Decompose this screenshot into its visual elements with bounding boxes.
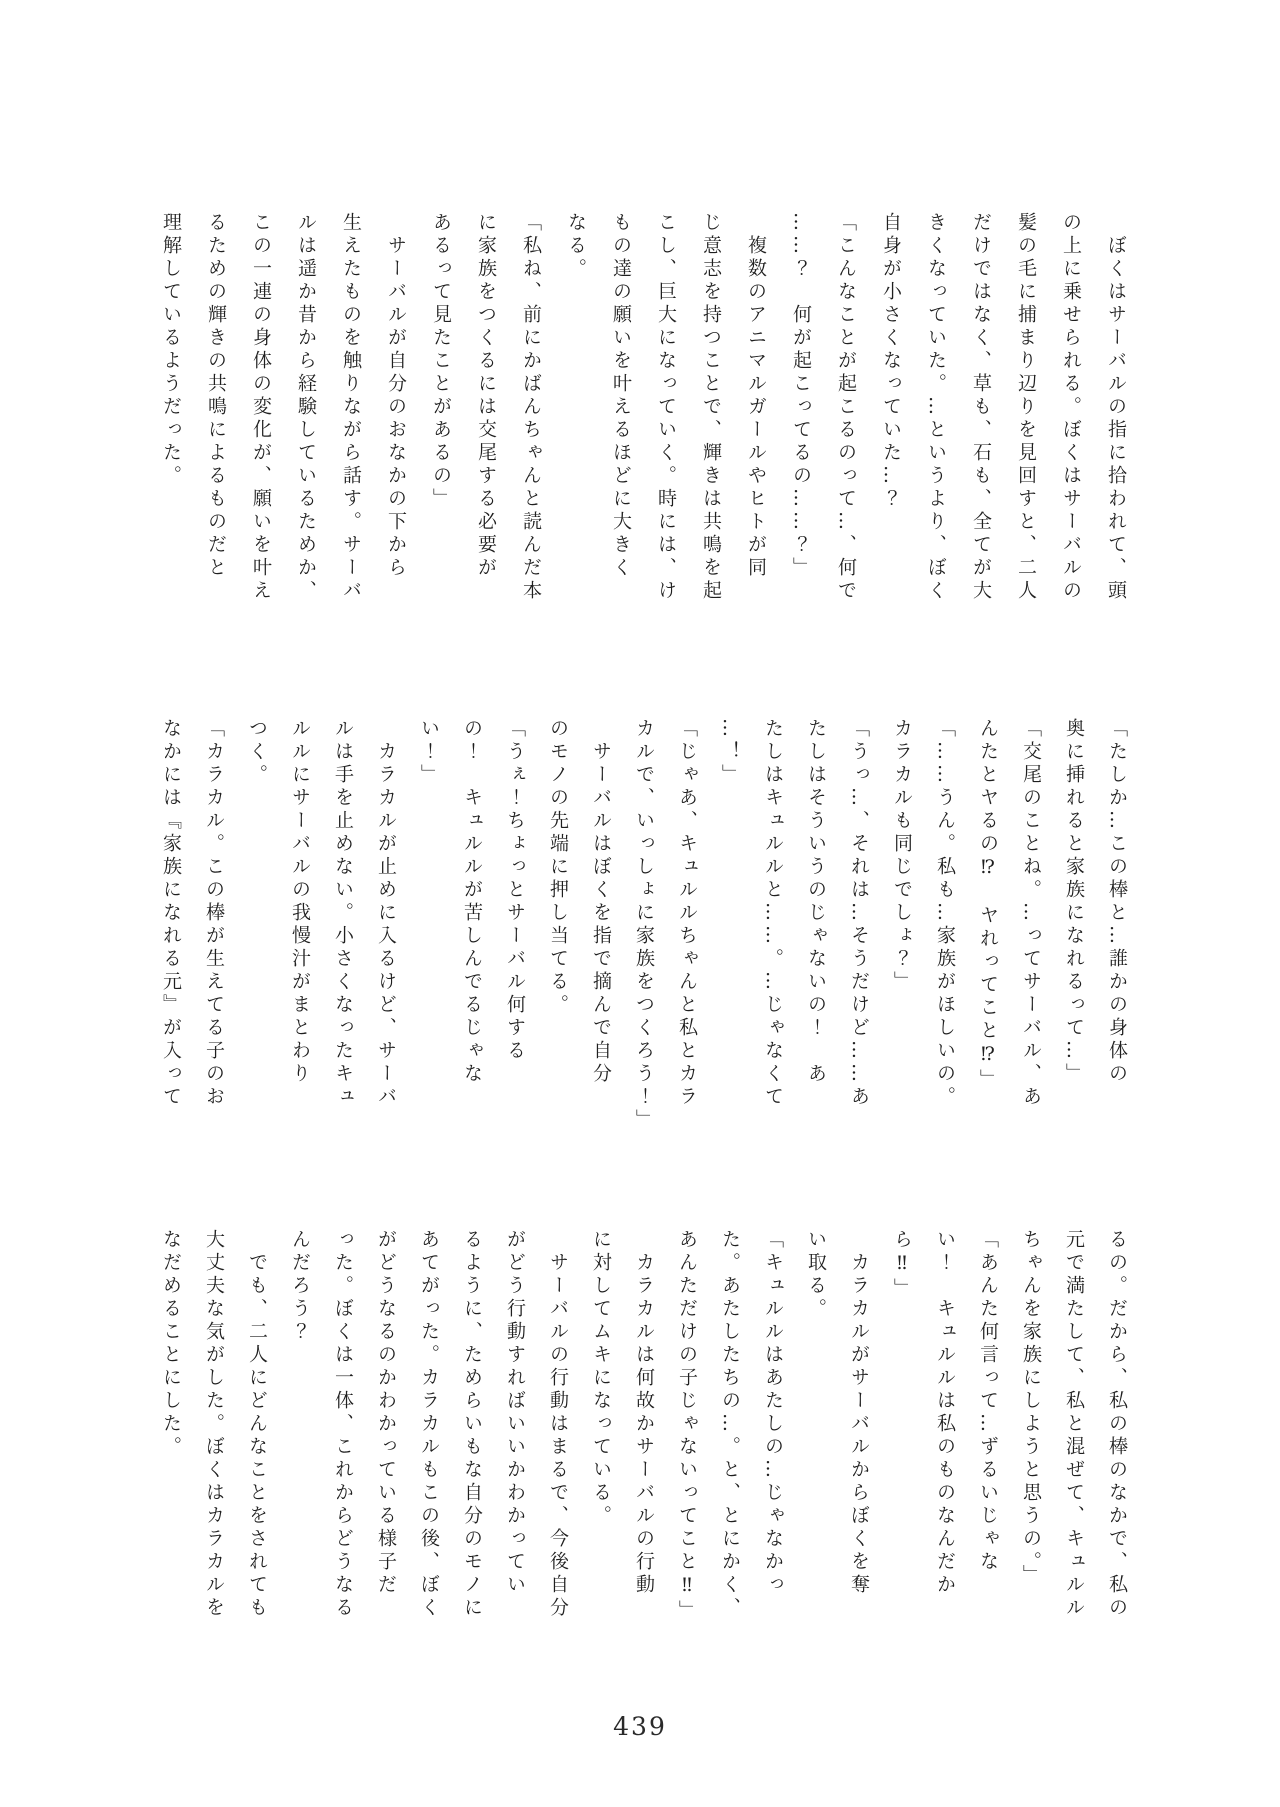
text-line: 「じゃあ、キュルルちゃんと私とカラ: [676, 718, 698, 1109]
text-line: に家族をつくるには交尾する必要が: [475, 212, 497, 580]
text-line: もの達の願いを叶えるほどに大きく: [610, 212, 632, 580]
text-line: ルは手を止めない。小さくなったキュ: [332, 718, 354, 1109]
text-line: に対してムキになっている。: [590, 1229, 612, 1528]
text-line: 「カラカル。この棒が生えてる子のお: [203, 718, 225, 1109]
text-line: の！ キュルルが苦しんでるじゃな: [461, 718, 483, 1086]
text-line: あてがった。カラカルもこの後、ぼく: [418, 1229, 440, 1620]
text-line: んたとヤるの⁉ ヤれってこと⁉」: [977, 718, 999, 1092]
text-line: こし、巨大になっていく。時には、け: [655, 212, 677, 603]
text-line: カルで、いっしょに家族をつくろう！」: [633, 718, 655, 1132]
text-line: あるって見たことがあるの」: [430, 212, 452, 511]
text-line: サーバルの行動はまるで、今後自分: [547, 1252, 569, 1620]
text-line: の上に乗せられる。ぼくはサーバルの: [1060, 212, 1082, 603]
text-line: カラカルは何故かサーバルの行動: [633, 1252, 655, 1597]
text-line: い取る。: [805, 1229, 827, 1321]
text-line: 「うぇ！ちょっとサーバル何する: [504, 718, 526, 1063]
text-line: なだめることにした。: [160, 1229, 182, 1459]
text-line: 髪の毛に捕まり辺りを見回すと、二人: [1015, 212, 1037, 603]
text-line: カラカルが止めに入るけど、サーバ: [375, 741, 397, 1109]
text-line: たしはキュルルと……。…じゃなくて: [762, 718, 784, 1109]
text-line: じ意志を持つことで、輝きは共鳴を起: [700, 212, 722, 603]
text-line: るの。だから、私の棒のなかで、私の: [1106, 1229, 1128, 1620]
text-line: がどうなるのかわかっている様子だ: [375, 1229, 397, 1597]
text-line: ちゃんを家族にしようと思うの。」: [1020, 1229, 1042, 1588]
text-block-bottom: [144, 1229, 1138, 1649]
text-line: 「……うん。私も…家族がほしいの。: [934, 718, 956, 1109]
text-line: 「交尾のことね。…ってサーバル、あ: [1020, 718, 1042, 1109]
text-line: 「こんなことが起こるのって…、何で: [835, 212, 857, 603]
text-line: った。ぼくは一体、これからどうなる: [332, 1229, 354, 1620]
text-line: い！ キュルルは私のものなんだか: [934, 1229, 956, 1597]
page-number: 439: [613, 1712, 667, 1741]
text-line: ルルにサーバルの我慢汁がまとわり: [289, 718, 311, 1086]
text-line: 「たしか…この棒と…誰かの身体の: [1106, 718, 1128, 1086]
text-line: ルは遥か昔から経験しているためか、: [295, 212, 317, 603]
text-line: んだろう？: [289, 1229, 311, 1344]
text-line: 奥に挿れると家族になれるって…」: [1063, 718, 1085, 1086]
text-line: 元で満たして、私と混ぜて、キュルル: [1063, 1229, 1085, 1620]
text-line: カラカルがサーバルからぼくを奪: [848, 1252, 870, 1597]
text-line: い！」: [418, 718, 440, 787]
text-line: 「うっ…、それは…そうだけど……あ: [848, 718, 870, 1109]
text-line: この一連の身体の変化が、願いを叶え: [250, 212, 272, 603]
text-line: あんただけの子じゃないってこと‼」: [676, 1229, 698, 1623]
text-line: だけではなく、草も、石も、全てが大: [970, 212, 992, 603]
text-line: 生えたものを触りながら話す。サーバ: [340, 212, 362, 603]
text-line: …！」: [719, 718, 741, 787]
text-line: 「あんた何言って…ずるいじゃな: [977, 1229, 999, 1574]
text-line: 「キュルルはあたしの…じゃなかっ: [762, 1229, 784, 1597]
text-line: 複数のアニマルガールやヒトが同: [745, 235, 767, 580]
text-line: カラカルも同じでしょ？」: [891, 718, 913, 994]
text-line: 大丈夫な気がした。ぼくはカラカルを: [203, 1229, 225, 1620]
text-line: ……？ 何が起こってるの……？」: [790, 212, 812, 580]
text-block-top: [144, 212, 1138, 632]
text-line: なる。: [565, 212, 587, 281]
text-line: サーバルが自分のおなかの下から: [385, 235, 407, 580]
text-block-middle: [144, 718, 1138, 1138]
text-line: ぼくはサーバルの指に拾われて、頭: [1105, 235, 1127, 603]
text-line: サーバルはぼくを指で摘んで自分: [590, 741, 612, 1086]
text-line: なかには『家族になれる元』が入って: [160, 718, 182, 1109]
text-line: 理解しているようだった。: [160, 212, 182, 488]
text-line: るように、ためらいもな自分のモノに: [461, 1229, 483, 1620]
text-line: のモノの先端に押し当てる。: [547, 718, 569, 1017]
text-line: ら‼」: [891, 1229, 913, 1301]
text-line: るための輝きの共鳴によるものだと: [205, 212, 227, 580]
text-line: たしはそういうのじゃないの！ あ: [805, 718, 827, 1086]
text-line: でも、二人にどんなことをされても: [246, 1252, 268, 1620]
text-line: きくなっていた。…というより、ぼく: [925, 212, 947, 603]
text-line: つく。: [246, 718, 268, 787]
text-line: た。あたしたちの…。と、とにかく、: [719, 1229, 741, 1620]
text-line: 「私ね、前にかばんちゃんと読んだ本: [520, 212, 542, 603]
text-line: がどう行動すればいいかわかってい: [504, 1229, 526, 1597]
text-line: 自身が小さくなっていた…？: [880, 212, 902, 511]
